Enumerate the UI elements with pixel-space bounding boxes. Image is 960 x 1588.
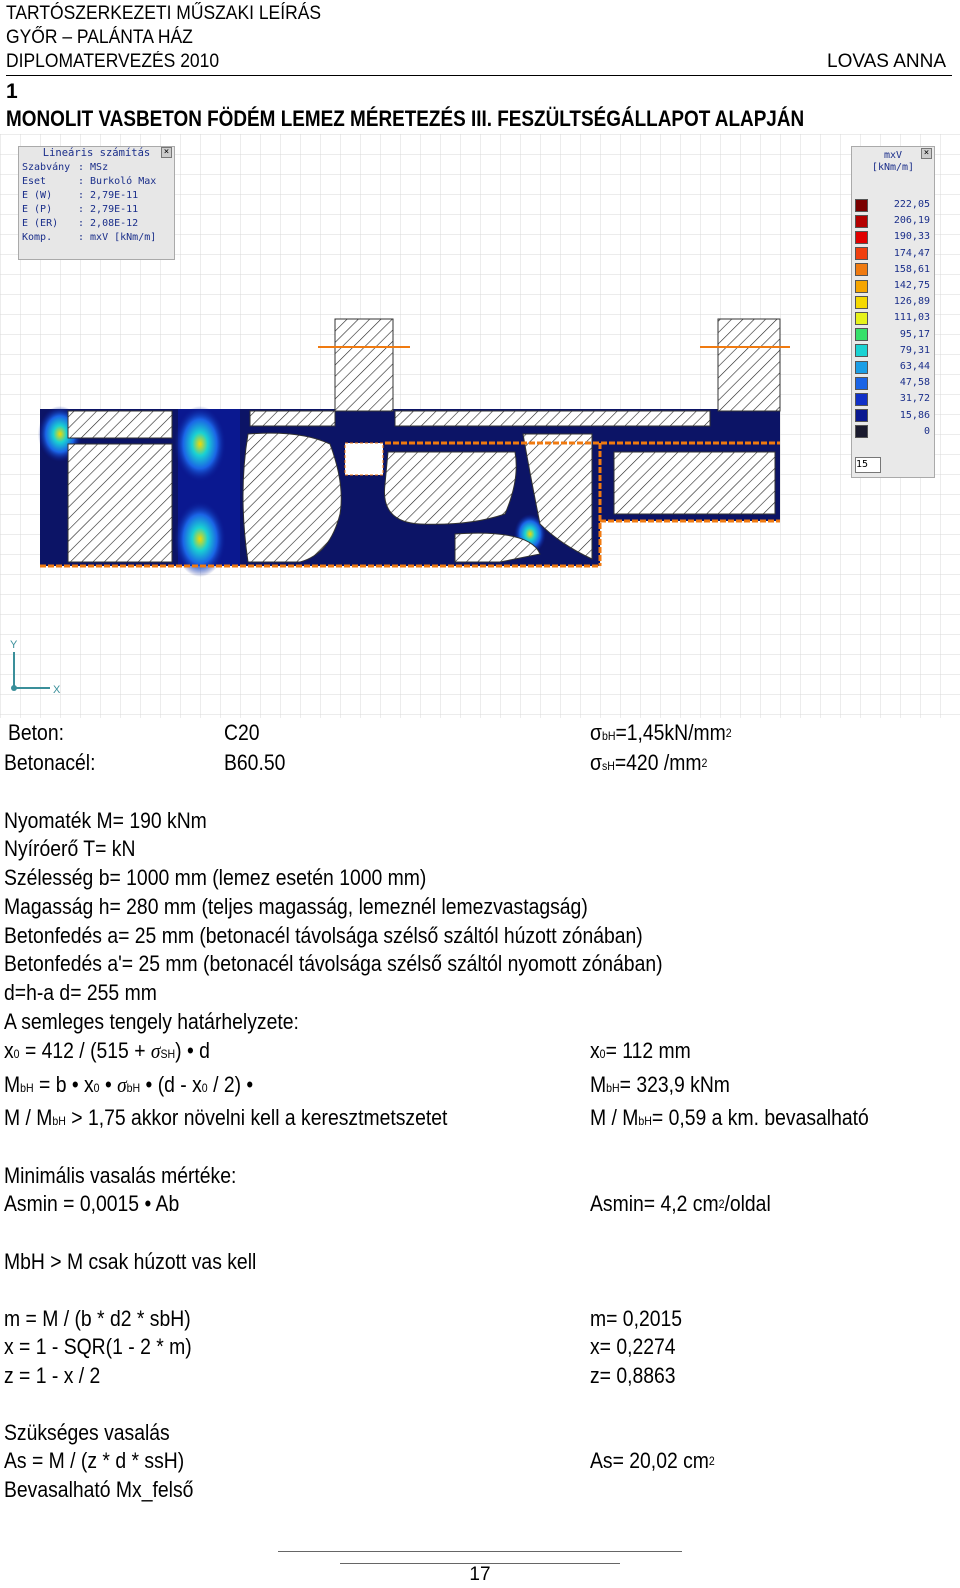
- info-row-key: E (W): [22, 190, 53, 201]
- slab-moment-figure: [0, 134, 960, 718]
- acel-label: Betonacél:: [4, 750, 96, 775]
- info-row-key: Eset: [22, 176, 47, 187]
- page-number: 17: [469, 1564, 491, 1585]
- legend-value: 79,31: [899, 344, 930, 356]
- mbh-expression-tail: • (d - x: [140, 1072, 202, 1097]
- result-mbh: [590, 1071, 730, 1102]
- legend-item: [855, 213, 930, 229]
- sigma-bh-value: =1,45kN/mm: [615, 720, 726, 745]
- mbh-result-symbol: M: [590, 1072, 607, 1097]
- section-title: MONOLIT VASBETON FÖDÉM LEMEZ MÉRETEZÉS III. FESZÜLTSÉGÁLLAPOT ALAPJÁN: [6, 106, 805, 131]
- legend-value: 190,33: [893, 231, 930, 243]
- legend-value: 174,47: [893, 247, 930, 259]
- minimum-result-value: Asmin= 4,2 cm: [590, 1191, 719, 1216]
- info-row-value: : 2,08E-12: [78, 218, 139, 229]
- param-effective-depth: d=h-a d= 255 mm: [4, 980, 157, 1005]
- legend-swatch: [855, 247, 868, 260]
- legend-step-input[interactable]: 15: [855, 457, 881, 473]
- x0-result-value: = 112 mm: [605, 1038, 691, 1063]
- legend-item: [855, 408, 930, 424]
- axis-y-label: Y: [10, 639, 18, 651]
- calc-m-formula: m = M / (b * d2 * sbH): [4, 1306, 191, 1331]
- formula-mbh: [4, 1071, 253, 1102]
- sigma-symbol: σ: [117, 1072, 127, 1097]
- sigma-sh-value: =420 /mm: [614, 750, 702, 775]
- legend-item: [855, 424, 930, 440]
- sigma-sh: [590, 749, 707, 780]
- info-row-value: : MSz: [78, 162, 109, 173]
- calc-m-result: m= 0,2015: [590, 1306, 683, 1331]
- axis-x-label: X: [53, 684, 61, 696]
- param-cover-tension: Betonfedés a= 25 mm (betonacél távolsága szélső száltól húzott zónában): [4, 923, 643, 948]
- calc-x-result: x= 0,2274: [590, 1334, 676, 1359]
- mbh-expression-mid: •: [99, 1072, 118, 1097]
- required-result-value: As= 20,02 cm: [590, 1448, 709, 1473]
- mbh-result-value: = 323,9 kNm: [619, 1072, 730, 1097]
- legend-swatch: [855, 393, 868, 406]
- sigma-bh: [590, 719, 732, 750]
- legend-swatch: [855, 280, 868, 293]
- x0-result-symbol: x: [590, 1038, 600, 1063]
- ratio-result-symbol: M / M: [590, 1105, 639, 1130]
- info-row-key: E (ER): [22, 218, 59, 229]
- param-height: Magasság h= 280 mm (teljes magasság, lemeznél lemezvastagság): [4, 894, 588, 919]
- info-panel-row: [19, 175, 174, 189]
- mbh-symbol: M: [4, 1072, 21, 1097]
- ratio-condition: > 1,75 akkor növelni kell a keresztmetszetet: [65, 1105, 448, 1130]
- legend-value: 15,86: [899, 409, 930, 421]
- ratio-result-subscript: bH: [638, 1114, 652, 1128]
- param-shear: Nyíróerő T= kN: [4, 836, 136, 861]
- required-formula: As = M / (z * d * ssH): [4, 1448, 185, 1473]
- legend-item: [855, 327, 930, 343]
- beton-value: C20: [224, 720, 260, 745]
- x0-expression-end: ) • d: [175, 1038, 210, 1063]
- param-cover-compression: Betonfedés a'= 25 mm (betonacél távolsága szélső száltól nyomott zónában): [4, 951, 663, 976]
- legend-title: mxV: [883, 150, 903, 161]
- mbh-result-subscript: bH: [606, 1081, 620, 1095]
- legend-value: 206,19: [893, 215, 930, 227]
- info-panel-row: [19, 217, 174, 231]
- header-rule: [6, 75, 952, 76]
- legend-value: 47,58: [899, 377, 930, 389]
- section-number: 1: [6, 80, 18, 103]
- info-row-value: : mxV [kNm/m]: [78, 232, 157, 243]
- legend-item: [855, 359, 930, 375]
- sigma-symbol: σ: [150, 1038, 161, 1063]
- x0-result-subscript: 0: [599, 1047, 606, 1061]
- legend-swatch: [855, 296, 868, 309]
- legend-value: 222,05: [893, 199, 930, 210]
- minimum-title: Minimális vasalás mértéke:: [4, 1163, 237, 1188]
- legend-item: [855, 343, 930, 359]
- legend-value: 142,75: [893, 280, 930, 291]
- info-panel-row: [19, 231, 174, 245]
- ratio-subscript: bH: [52, 1114, 66, 1128]
- legend-unit: [kNm/m]: [871, 162, 915, 173]
- legend-value: 126,89: [893, 296, 930, 308]
- header-author: LOVAS ANNA: [827, 51, 946, 72]
- legend-item: [855, 262, 930, 278]
- calc-z-formula: z = 1 - x / 2: [4, 1363, 101, 1388]
- info-panel-row: [19, 203, 174, 217]
- minimum-result-exponent: 2: [718, 1197, 725, 1211]
- required-note: Bevasalható Mx_felső: [4, 1477, 194, 1502]
- required-result-exponent: 2: [708, 1454, 715, 1468]
- calc-z-result: z= 0,8863: [590, 1363, 676, 1388]
- minimum-result: [590, 1190, 771, 1218]
- required-result: [590, 1447, 715, 1475]
- legend-item: [855, 278, 930, 294]
- mbh-x0-subscript-2: 0: [201, 1081, 208, 1095]
- sigma-bh-exponent: 2: [725, 726, 732, 740]
- info-panel-rows: [19, 161, 174, 245]
- legend-value: 0: [923, 425, 930, 437]
- legend-item: [855, 375, 930, 391]
- mbh-expression: = b • x: [33, 1072, 94, 1097]
- legend-item: [855, 310, 930, 326]
- param-moment: Nyomaték M= 190 kNm: [4, 808, 207, 833]
- legend-value: 95,17: [899, 328, 930, 340]
- info-row-value: : 2,79E-11: [78, 204, 139, 215]
- formula-ratio: [4, 1104, 447, 1135]
- minimum-result-unit: /oldal: [724, 1191, 771, 1216]
- info-panel-row: [19, 189, 174, 203]
- tension-condition: MbH > M csak húzott vas kell: [4, 1249, 257, 1274]
- legend-swatch: [855, 231, 868, 244]
- info-panel-row: [19, 161, 174, 175]
- legend-swatch: [855, 377, 868, 390]
- mbh-x0-subscript: 0: [93, 1081, 100, 1095]
- legend-item: [855, 197, 930, 213]
- close-icon[interactable]: ×: [161, 147, 172, 158]
- legend-value: 31,72: [899, 393, 930, 405]
- required-title: Szükséges vasalás: [4, 1420, 170, 1445]
- minimum-formula: Asmin = 0,0015 • Ab: [4, 1191, 180, 1216]
- legend-swatch: [855, 312, 868, 325]
- info-row-key: Szabvány: [22, 162, 71, 173]
- info-row-value: : Burkoló Max: [78, 176, 157, 187]
- legend-item: [855, 391, 930, 407]
- header-line-2: GYŐR – PALÁNTA HÁZ: [6, 27, 193, 48]
- header-line-1: TARTÓSZERKEZETI MŰSZAKI LEÍRÁS: [6, 3, 322, 24]
- legend-swatch: [855, 215, 868, 228]
- param-width: Szélesség b= 1000 mm (lemez esetén 1000 mm): [4, 865, 427, 890]
- analysis-info-panel[interactable]: [18, 146, 175, 260]
- x0-symbol: x: [4, 1038, 14, 1063]
- formula-x0: [4, 1037, 210, 1068]
- info-panel-title: Lineáris számítás: [42, 147, 151, 159]
- sigma-sh-subscript: sH: [601, 759, 615, 773]
- ratio-result-value: = 0,59 a km. bevasalható: [651, 1105, 869, 1130]
- info-row-key: E (P): [22, 204, 53, 215]
- legend-item: [855, 229, 930, 245]
- result-ratio: [590, 1104, 869, 1135]
- info-row-key: Komp.: [22, 232, 53, 243]
- header-line-3: DIPLOMATERVEZÉS 2010: [6, 51, 220, 72]
- acel-value: B60.50: [224, 750, 286, 775]
- sigma-symbol: σ: [590, 720, 602, 745]
- footer-rule: [278, 1551, 682, 1552]
- x0-expression: = 412 / (515 +: [19, 1038, 151, 1063]
- legend-value: 158,61: [893, 263, 930, 275]
- ratio-symbol: M / M: [4, 1105, 53, 1130]
- legend-item: [855, 246, 930, 262]
- sigma-sh-exponent: 2: [701, 756, 708, 770]
- close-icon[interactable]: ×: [921, 148, 932, 159]
- sigma-bh-subscript: bH: [601, 729, 616, 743]
- legend-item: [855, 294, 930, 310]
- legend-swatch: [855, 425, 868, 438]
- legend-swatch: [855, 409, 868, 422]
- legend-swatch: [855, 344, 868, 357]
- mbh-subscript: bH: [20, 1081, 34, 1095]
- info-row-value: : 2,79E-11: [78, 190, 139, 201]
- legend-swatch: [855, 361, 868, 374]
- sigma-subscript: bH: [126, 1081, 141, 1095]
- legend-value: 63,44: [899, 361, 930, 372]
- beton-label: Beton:: [8, 720, 64, 745]
- sigma-subscript: SH: [160, 1047, 176, 1061]
- legend-value: 111,03: [893, 312, 930, 324]
- legend-swatch: [855, 199, 868, 212]
- calc-x-formula: x = 1 - SQR(1 - 2 * m): [4, 1334, 192, 1359]
- legend-swatch: [855, 328, 868, 341]
- x0-subscript: 0: [13, 1047, 20, 1061]
- color-legend-panel[interactable]: [851, 146, 935, 478]
- sigma-symbol: σ: [590, 750, 602, 775]
- result-x0: [590, 1037, 691, 1068]
- mbh-expression-end: / 2) •: [207, 1072, 254, 1097]
- legend-swatch: [855, 263, 868, 276]
- param-neutral-axis: A semleges tengely határhelyzete:: [4, 1009, 299, 1034]
